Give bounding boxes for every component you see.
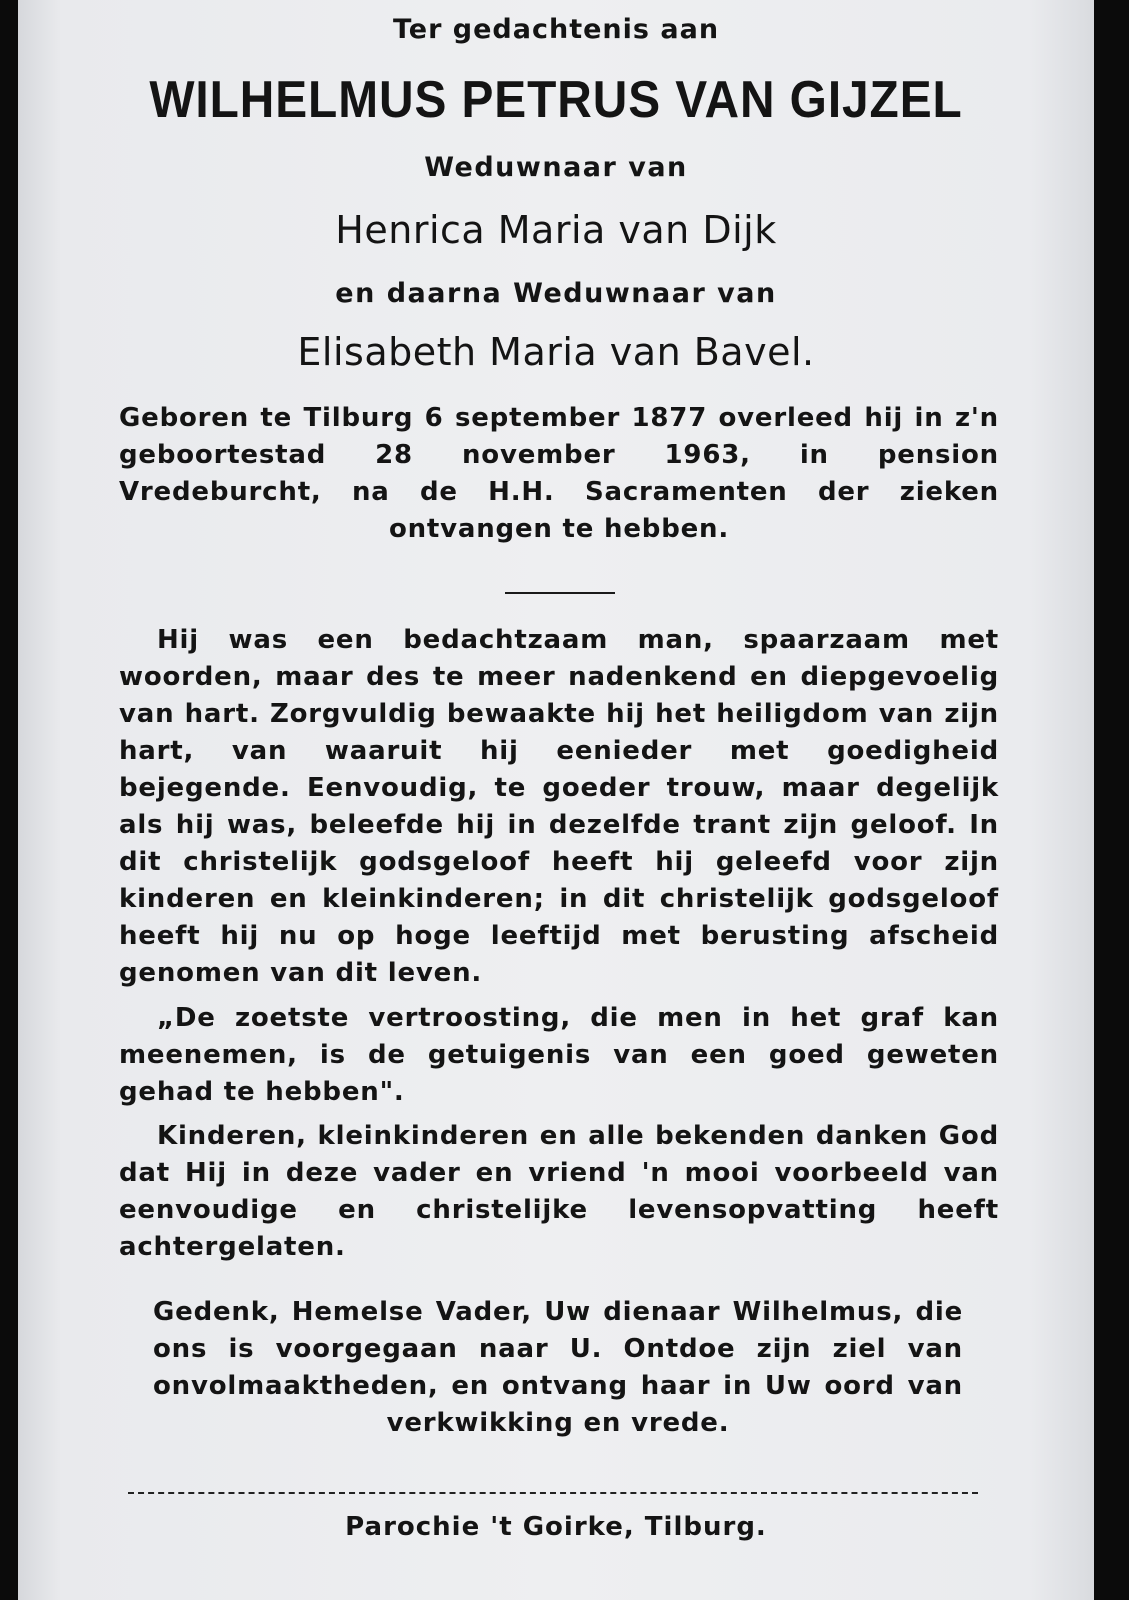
parish-footer: Parochie 't Goirke, Tilburg.	[345, 1512, 767, 1542]
quote-paragraph: „De zoetste vertroosting, die men in het graf kan meenemen, is de getuigenis van een goed geweten gehad te hebben".	[119, 1003, 999, 1107]
short-separator	[505, 592, 615, 594]
birth-death-paragraph: Geboren te Tilburg 6 september 1877 overleed hij in z'n geboortestad 28 november 1963, in pension Vredeburcht, na de H.H. Sacramenten der zieken ontvangen te hebben.	[119, 403, 999, 544]
widower-of-label-1: Weduwnaar van	[424, 152, 688, 183]
spouse-name-1: Henrica Maria van Dijk	[335, 208, 777, 252]
widower-of-label-2: en daarna Weduwnaar van	[335, 278, 777, 309]
memorial-card	[18, 0, 1094, 1600]
dashed-divider	[128, 1492, 978, 1494]
prayer-paragraph: Gedenk, Hemelse Vader, Uw dienaar Wilhelmus, die ons is voorgegaan naar U. Ontdoe zijn ziel van onvolmaaktheden, en ontvang haar in Uw oord van verkwikking en vrede.	[153, 1297, 963, 1438]
intro-text: Ter gedachtenis aan	[392, 14, 720, 45]
thanks-paragraph: Kinderen, kleinkinderen en alle bekenden danken God dat Hij in deze vader en vriend 'n mooi voorbeeld van eenvoudige en christelijke levensopvatting heeft achtergelaten.	[119, 1121, 999, 1262]
character-paragraph: Hij was een bedachtzaam man, spaarzaam met woorden, maar des te meer nadenkend en diepgevoelig van hart. Zorgvuldig bewaakte hij het heiligdom van zijn hart, van waaruit hij eenieder met goedigheid bejegende. Eenvoudig, te goeder trouw, maar degelijk als hij was, beleefde hij in dezelfde trant zijn geloof. In dit christelijk godsgeloof heeft hij geleefd voor zijn kinderen en kleinkinderen; in dit christelijk godsgeloof heeft hij nu op hoge leeftijd met berusting afscheid genomen van dit leven.	[119, 625, 999, 988]
spouse-name-2: Elisabeth Maria van Bavel.	[297, 330, 815, 374]
deceased-name: WILHELMUS PETRUS VAN GIJZEL	[149, 71, 963, 129]
